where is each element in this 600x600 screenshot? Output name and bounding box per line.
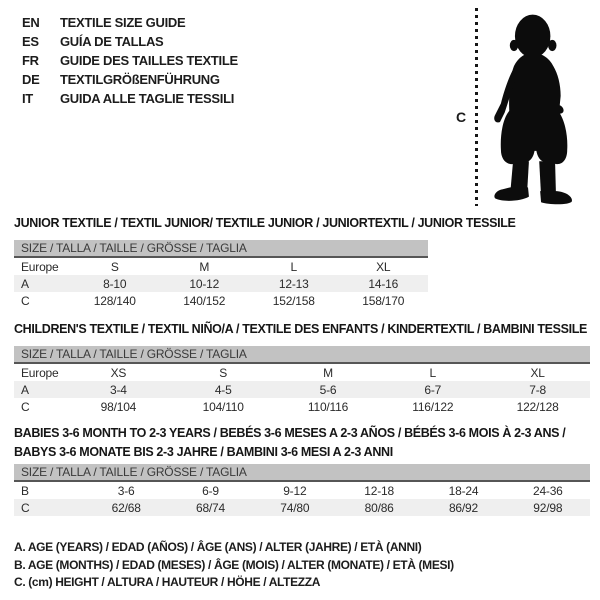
value-cell: 86/92	[421, 499, 505, 516]
value-cell: M	[199, 259, 210, 274]
row-label-cell: C	[14, 499, 84, 516]
value-cell: 98/104	[100, 399, 137, 414]
value-cell: 6-9	[202, 483, 219, 498]
value-cell: 80/86	[337, 499, 421, 516]
language-code: EN	[22, 15, 40, 30]
value-cell: L	[429, 365, 437, 380]
language-title: TEXTILE SIZE GUIDE	[60, 15, 186, 30]
legend-age-years: A. AGE (YEARS) / EDAD (AÑOS) / ÂGE (ANS) / ALTER (JAHRE) / ETÀ (ANNI)	[14, 540, 422, 554]
value-cell: 24-36	[532, 483, 563, 498]
value-cell: 6-7	[380, 381, 485, 398]
value-cell: 152/158	[272, 293, 315, 308]
table-row	[14, 499, 590, 516]
language-list	[22, 13, 238, 108]
language-title: GUIDE DES TAILLES TEXTILE	[60, 53, 238, 68]
row-label-cell: B	[21, 483, 29, 498]
value-cell: 10-12	[160, 275, 250, 292]
junior-table-title: JUNIOR TEXTILE / TEXTIL JUNIOR/ TEXTILE JUNIOR / JUNIORTEXTIL / JUNIOR TESSILE	[14, 216, 516, 230]
row-label-cell: Europe	[21, 259, 59, 274]
language-title: GUIDA ALLE TAGLIE TESSILI	[60, 91, 235, 106]
value-cell: 12-13	[249, 275, 339, 292]
babies-table-title-line2: BABYS 3-6 MONATE BIS 2-3 JAHRE / BAMBINI 3-6 MESI A 2-3 ANNI	[14, 445, 393, 459]
row-label-cell: Europe	[21, 365, 59, 380]
language-row	[22, 32, 238, 51]
junior-size-table	[14, 240, 428, 309]
value-cell: XL	[376, 259, 391, 274]
language-row	[22, 89, 238, 108]
value-cell: L	[290, 259, 297, 274]
language-row	[22, 13, 238, 32]
value-cell: 4-5	[171, 381, 276, 398]
value-cell: 9-12	[283, 483, 307, 498]
legend-height-cm: C. (cm) HEIGHT / ALTURA / HAUTEUR / HÖHE / ALTEZZA	[14, 575, 321, 589]
language-code: DE	[22, 72, 40, 87]
measurement-legend	[14, 539, 454, 592]
height-measure-dotted-line	[475, 8, 478, 206]
value-cell: 5-6	[276, 381, 381, 398]
language-row	[22, 51, 238, 70]
value-cell: XS	[110, 365, 127, 380]
size-header-bar: SIZE / TALLA / TAILLE / GRÖSSE / TAGLIA	[14, 346, 590, 363]
table-row	[14, 257, 428, 275]
value-cell: 3-4	[66, 381, 171, 398]
value-cell: S	[110, 259, 119, 274]
value-cell: 128/140	[93, 293, 136, 308]
language-title: TEXTILGRÖßENFÜHRUNG	[60, 72, 220, 87]
value-cell: 104/110	[202, 399, 244, 414]
babies-table-title-line1: BABIES 3-6 MONTH TO 2-3 YEARS / BEBÉS 3-6 MESES A 2-3 AÑOS / BÉBÉS 3-6 MOIS À 2-3 ANS /	[14, 426, 566, 440]
children-table-title: CHILDREN'S TEXTILE / TEXTIL NIÑO/A / TEXTILE DES ENFANTS / KINDERTEXTIL / BAMBINI TESSILE	[14, 322, 588, 336]
value-cell: XL	[530, 365, 545, 380]
table-row	[14, 381, 590, 398]
babies-table-title	[14, 424, 565, 462]
value-cell: 110/116	[307, 399, 349, 414]
value-cell: 122/128	[516, 399, 559, 414]
value-cell: 68/74	[168, 499, 252, 516]
table-row	[14, 481, 590, 499]
table-row	[14, 292, 428, 309]
toddler-silhouette-icon	[486, 8, 598, 208]
size-header-bar: SIZE / TALLA / TAILLE / GRÖSSE / TAGLIA	[14, 464, 590, 481]
language-title: GUÍA DE TALLAS	[60, 34, 164, 49]
value-cell: 12-18	[364, 483, 394, 498]
height-measure-label: C	[456, 109, 467, 125]
value-cell: 18-24	[448, 483, 479, 498]
value-cell: 14-16	[339, 275, 429, 292]
language-code: ES	[22, 34, 39, 49]
row-label-cell: A	[14, 275, 70, 292]
value-cell: 158/170	[362, 293, 405, 308]
size-header-bar: SIZE / TALLA / TAILLE / GRÖSSE / TAGLIA	[14, 240, 428, 257]
value-cell: 3-6	[117, 483, 135, 498]
value-cell: S	[219, 365, 228, 380]
value-cell: 92/98	[506, 499, 590, 516]
table-row	[14, 363, 590, 381]
value-cell: 116/122	[412, 399, 454, 414]
value-cell: 8-10	[70, 275, 160, 292]
row-label-cell: C	[21, 399, 30, 414]
language-code: FR	[22, 53, 39, 68]
value-cell: 140/152	[183, 293, 226, 308]
language-row	[22, 70, 238, 89]
value-cell: 7-8	[485, 381, 590, 398]
language-code: IT	[22, 91, 33, 106]
value-cell: 74/80	[253, 499, 337, 516]
height-measure-figure	[450, 6, 598, 208]
table-row	[14, 275, 428, 292]
row-label-cell: A	[14, 381, 66, 398]
row-label-cell: C	[21, 293, 30, 308]
value-cell: M	[323, 365, 333, 380]
table-row	[14, 398, 590, 415]
value-cell: 62/68	[84, 499, 168, 516]
children-size-table	[14, 346, 590, 415]
legend-age-months: B. AGE (MONTHS) / EDAD (MESES) / ÂGE (MOIS) / ALTER (MONATE) / ETÀ (MESI)	[14, 557, 454, 572]
babies-size-table	[14, 464, 590, 516]
